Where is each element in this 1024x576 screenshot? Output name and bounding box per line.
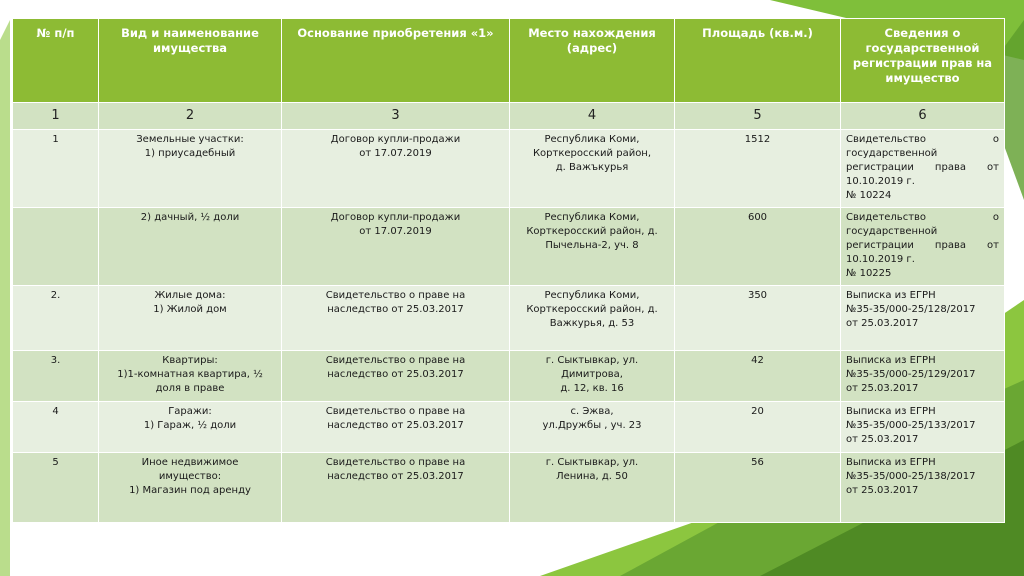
property-address-line: д. 12, кв. 16	[560, 383, 624, 394]
header-cell: Сведения о государственной регистрации прав на имущество	[841, 19, 1005, 103]
registration-info-line: № 10225	[846, 268, 892, 279]
property-kind-line: 1) Гараж, ½ доли	[143, 420, 237, 431]
property-address-line: д. Важъкурья	[555, 162, 629, 173]
acquisition-basis-line: наследство от 25.03.2017	[327, 420, 464, 431]
column-number: 1	[13, 103, 99, 130]
row-number: 3.	[13, 351, 99, 402]
registration-info-line: №35-35/000-25/129/2017	[846, 369, 976, 380]
header-cell: Основание приобретения «1»	[282, 19, 510, 103]
acquisition-basis-line: Свидетельство о праве на	[325, 457, 466, 468]
table-row	[13, 453, 1005, 523]
property-address-line: Корткеросский район, д.	[526, 226, 658, 237]
column-number: 5	[675, 103, 841, 130]
property-address	[510, 208, 675, 286]
acquisition-basis-line: от 17.07.2019	[359, 148, 432, 159]
acquisition-basis-line: от 17.07.2019	[359, 226, 432, 237]
property-address	[510, 130, 675, 208]
acquisition-basis	[282, 130, 510, 208]
row-number: 4	[13, 402, 99, 453]
registration-info-line: Свидетельство о государственной регистрации права от 10.10.2019 г.	[846, 134, 999, 187]
table-row	[13, 286, 1005, 351]
table-row	[13, 402, 1005, 453]
column-number: 3	[282, 103, 510, 130]
property-address-line: Пычельна-2, уч. 8	[545, 240, 639, 251]
registration-info	[841, 402, 1005, 453]
registration-info-line: Выписка из ЕГРН	[846, 406, 936, 417]
registration-info-line: № 10224	[846, 190, 892, 201]
property-address-line: г. Сыктывкар, ул.	[545, 457, 639, 468]
header-cell: Площадь (кв.м.)	[675, 19, 841, 103]
registration-info-line: от 25.03.2017	[846, 318, 919, 329]
property-address-line: Республика Коми,	[544, 134, 640, 145]
property-kind	[99, 453, 282, 523]
property-address-line: Корткеросский район, д.	[526, 304, 658, 315]
acquisition-basis	[282, 402, 510, 453]
registration-info-line: от 25.03.2017	[846, 383, 919, 394]
property-area: 350	[675, 286, 841, 351]
acquisition-basis-line: наследство от 25.03.2017	[327, 304, 464, 315]
column-number-row	[13, 103, 1005, 130]
registration-info	[841, 208, 1005, 286]
property-kind-line: Земельные участки:	[136, 134, 244, 145]
acquisition-basis	[282, 286, 510, 351]
property-area: 20	[675, 402, 841, 453]
header-cell: Место нахождения (адрес)	[510, 19, 675, 103]
property-area: 1512	[675, 130, 841, 208]
acquisition-basis-line: Договор купли-продажи	[330, 212, 461, 223]
property-address-line: с. Эжва,	[570, 406, 614, 417]
property-kind-line: 2) дачный, ½ доли	[140, 212, 240, 223]
acquisition-basis	[282, 208, 510, 286]
property-kind-line: доля в праве	[155, 383, 225, 394]
registration-info-line: от 25.03.2017	[846, 434, 919, 445]
header-cell: № п/п	[13, 19, 99, 103]
column-number: 2	[99, 103, 282, 130]
property-kind	[99, 130, 282, 208]
table-row	[13, 208, 1005, 286]
table-row	[13, 351, 1005, 402]
acquisition-basis-line: наследство от 25.03.2017	[327, 369, 464, 380]
property-area: 42	[675, 351, 841, 402]
registration-info-line: №35-35/000-25/133/2017	[846, 420, 976, 431]
acquisition-basis-line: наследство от 25.03.2017	[327, 471, 464, 482]
property-kind-line: Иное недвижимое	[141, 457, 239, 468]
acquisition-basis-line: Свидетельство о праве на	[325, 406, 466, 417]
registration-info-line: Выписка из ЕГРН	[846, 290, 936, 301]
column-number: 4	[510, 103, 675, 130]
property-address-line: Республика Коми,	[544, 212, 640, 223]
property-address	[510, 351, 675, 402]
property-kind-line: Гаражи:	[168, 406, 212, 417]
property-address-line: Ленина, д. 50	[556, 471, 628, 482]
row-number: 2.	[13, 286, 99, 351]
registration-info-line: Выписка из ЕГРН	[846, 457, 936, 468]
property-address	[510, 286, 675, 351]
acquisition-basis	[282, 453, 510, 523]
property-address-line: Димитрова,	[561, 369, 623, 380]
registration-info	[841, 351, 1005, 402]
property-address-line: г. Сыктывкар, ул.	[545, 355, 639, 366]
property-address-line: Важкурья, д. 53	[549, 318, 635, 329]
registration-info-line: №35-35/000-25/128/2017	[846, 304, 976, 315]
row-number: 5	[13, 453, 99, 523]
header-cell: Вид и наименование имущества	[99, 19, 282, 103]
registration-info-line: Свидетельство о государственной регистрации права от 10.10.2019 г.	[846, 212, 999, 265]
property-table	[12, 18, 1005, 523]
acquisition-basis-line: Договор купли-продажи	[330, 134, 461, 145]
property-kind-line: 1) Магазин под аренду	[129, 485, 251, 496]
registration-info-line: №35-35/000-25/138/2017	[846, 471, 976, 482]
registration-info-line: Выписка из ЕГРН	[846, 355, 936, 366]
acquisition-basis	[282, 351, 510, 402]
registration-info	[841, 286, 1005, 351]
property-kind	[99, 286, 282, 351]
registration-info	[841, 130, 1005, 208]
property-kind	[99, 208, 282, 286]
column-number: 6	[841, 103, 1005, 130]
property-kind-line: имущество:	[158, 471, 222, 482]
acquisition-basis-line: Свидетельство о праве на	[325, 290, 466, 301]
property-area: 56	[675, 453, 841, 523]
row-number	[13, 208, 99, 286]
registration-info-line: от 25.03.2017	[846, 485, 919, 496]
property-kind	[99, 351, 282, 402]
registration-info	[841, 453, 1005, 523]
property-address	[510, 402, 675, 453]
header-row	[13, 19, 1005, 103]
property-kind-line: 1)1-комнатная квартира, ½	[117, 369, 263, 380]
property-address-line: Республика Коми,	[544, 290, 640, 301]
property-kind-line: 1) приусадебный	[144, 148, 236, 159]
acquisition-basis-line: Свидетельство о праве на	[325, 355, 466, 366]
property-address-line: Корткеросский район,	[532, 148, 652, 159]
table-row	[13, 130, 1005, 208]
row-number: 1	[13, 130, 99, 208]
property-kind	[99, 402, 282, 453]
property-kind-line: Квартиры:	[162, 355, 218, 366]
property-kind-line: 1) Жилой дом	[153, 304, 227, 315]
property-kind-line: Жилые дома:	[154, 290, 226, 301]
property-address-line: ул.Дружбы , уч. 23	[542, 420, 642, 431]
property-address	[510, 453, 675, 523]
property-area: 600	[675, 208, 841, 286]
